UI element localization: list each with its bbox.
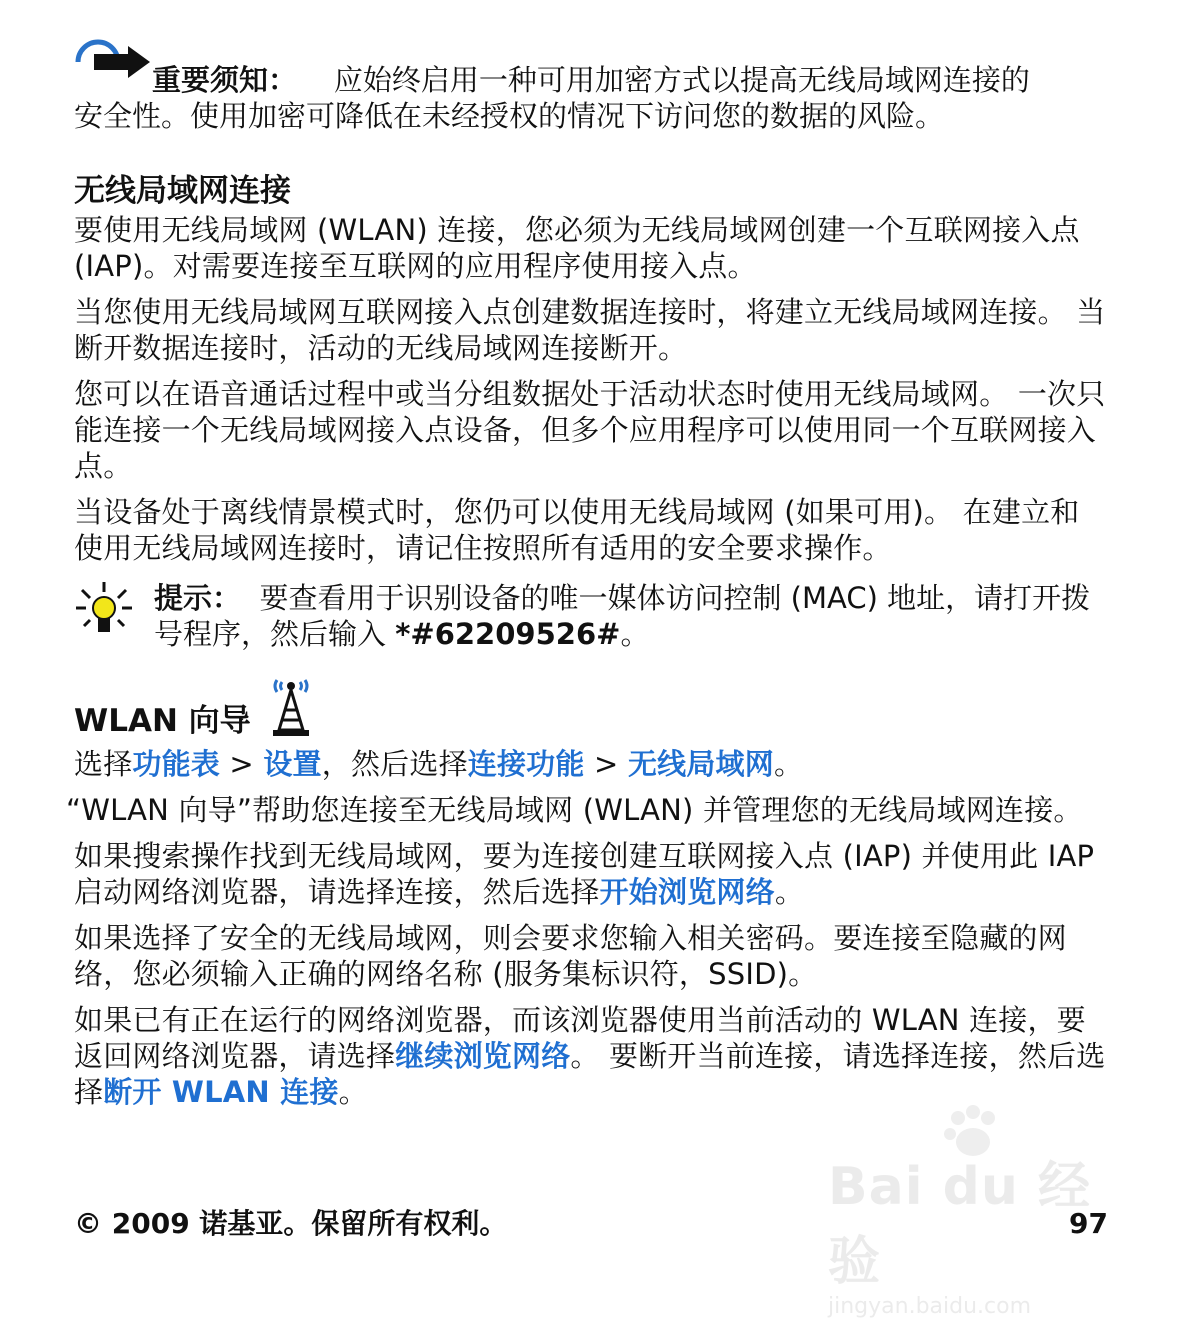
- section-title-wlan-connection: 无线局域网连接: [74, 173, 291, 209]
- menu-path-end: 。: [773, 747, 804, 781]
- section1-paragraph-3: 您可以在语音通话过程中或当分组数据处于活动状态时使用无线局域网。 一次只能连接一个无线局域网接入点设备，但多个应用程序可以使用同一个互联网接入点。: [74, 377, 1106, 483]
- page-footer: [74, 1206, 1108, 1242]
- section2-paragraph-1: “WLAN 向导”帮助您连接至无线局域网 (WLAN) 并管理您的无线局域网连接。: [66, 793, 1083, 827]
- section1-paragraph-2: 当您使用无线局域网互联网接入点创建数据连接时，将建立无线局域网连接。 当断开数据连接时，活动的无线局域网连接断开。: [74, 295, 1106, 365]
- section2-paragraph-2: [74, 838, 1108, 910]
- tip-text: 要查看用于识别设备的唯一媒体访问控制 (MAC) 地址，请打开拨号程序，然后输入: [154, 581, 1091, 651]
- menu-path: [74, 746, 1108, 782]
- menu-path-prefix: 选择: [74, 747, 133, 781]
- section2-paragraph-3: 如果选择了安全的无线局域网，则会要求您输入相关密码。要连接至隐藏的网络，您必须输入正确的网络名称 (服务集标识符，SSID)。: [74, 921, 1067, 991]
- section2-paragraph-4: [74, 1002, 1108, 1110]
- tip-box: [74, 580, 1108, 652]
- wlan-antenna-icon: [269, 678, 313, 738]
- link-wlan[interactable]: 无线局域网: [627, 747, 774, 781]
- link-menu[interactable]: 功能表: [132, 747, 221, 781]
- important-note: [74, 62, 1108, 134]
- important-pointer-icon: [72, 36, 152, 86]
- menu-path-separator-2: >: [584, 747, 628, 781]
- manual-page: [66, 62, 1108, 1120]
- section2-paragraph-4-middle: 。 要断开当前连接，请选择连接，然后选择: [74, 1039, 1106, 1109]
- page-number: 97: [1069, 1207, 1108, 1240]
- link-disconnect-wlan[interactable]: 断开 WLAN 连接: [103, 1075, 339, 1109]
- note-label: 重要须知：: [152, 63, 298, 97]
- note-text-line2: 安全性。使用加密可降低在未经授权的情况下访问您的数据的风险。: [74, 99, 945, 133]
- section-title-wlan-wizard: [74, 678, 1108, 740]
- tip-code: *#62209526#: [395, 617, 621, 651]
- watermark-logo-text: Bai du 经验: [828, 1157, 1091, 1292]
- link-start-browsing[interactable]: 开始浏览网络: [599, 875, 775, 909]
- section2-paragraph-2-end: 。: [774, 875, 805, 909]
- menu-path-middle: ，然后选择: [321, 747, 468, 781]
- tip-end: 。: [620, 617, 650, 651]
- section2-paragraph-4-text: 如果已有正在运行的网络浏览器，而该浏览器使用当前活动的 WLAN 连接，要返回网络浏览器，请选择: [74, 1003, 1086, 1073]
- menu-path-separator-1: >: [220, 747, 264, 781]
- link-settings[interactable]: 设置: [263, 747, 322, 781]
- tip-label: 提示：: [154, 581, 242, 615]
- link-connectivity[interactable]: 连接功能: [467, 747, 585, 781]
- section2-paragraph-2-text: 如果搜索操作找到无线局域网，要为连接创建互联网接入点 (IAP) 并使用此 IAP 启动网络浏览器，请选择连接，然后选择: [74, 839, 1095, 909]
- wlan-wizard-title: WLAN 向导: [74, 703, 251, 739]
- section1-paragraph-4: 当设备处于离线情景模式时，您仍可以使用无线局域网 (如果可用)。 在建立和使用无线局域网连接时，请记住按照所有适用的安全要求操作。: [74, 495, 1080, 565]
- watermark-url: jingyan.baidu.com: [828, 1294, 1032, 1319]
- lightbulb-tip-icon: [74, 580, 134, 640]
- section1-paragraph-1: 要使用无线局域网 (WLAN) 连接，您必须为无线局域网创建一个互联网接入点 (IAP)。对需要连接至互联网的应用程序使用接入点。: [74, 213, 1080, 283]
- note-text-line1: 应始终启用一种可用加密方式以提高无线局域网连接的: [333, 63, 1030, 97]
- link-continue-browsing[interactable]: 继续浏览网络: [395, 1039, 571, 1073]
- section2-paragraph-4-end: 。: [338, 1075, 368, 1109]
- copyright-text: © 2009 诺基亚。保留所有权利。: [74, 1207, 508, 1240]
